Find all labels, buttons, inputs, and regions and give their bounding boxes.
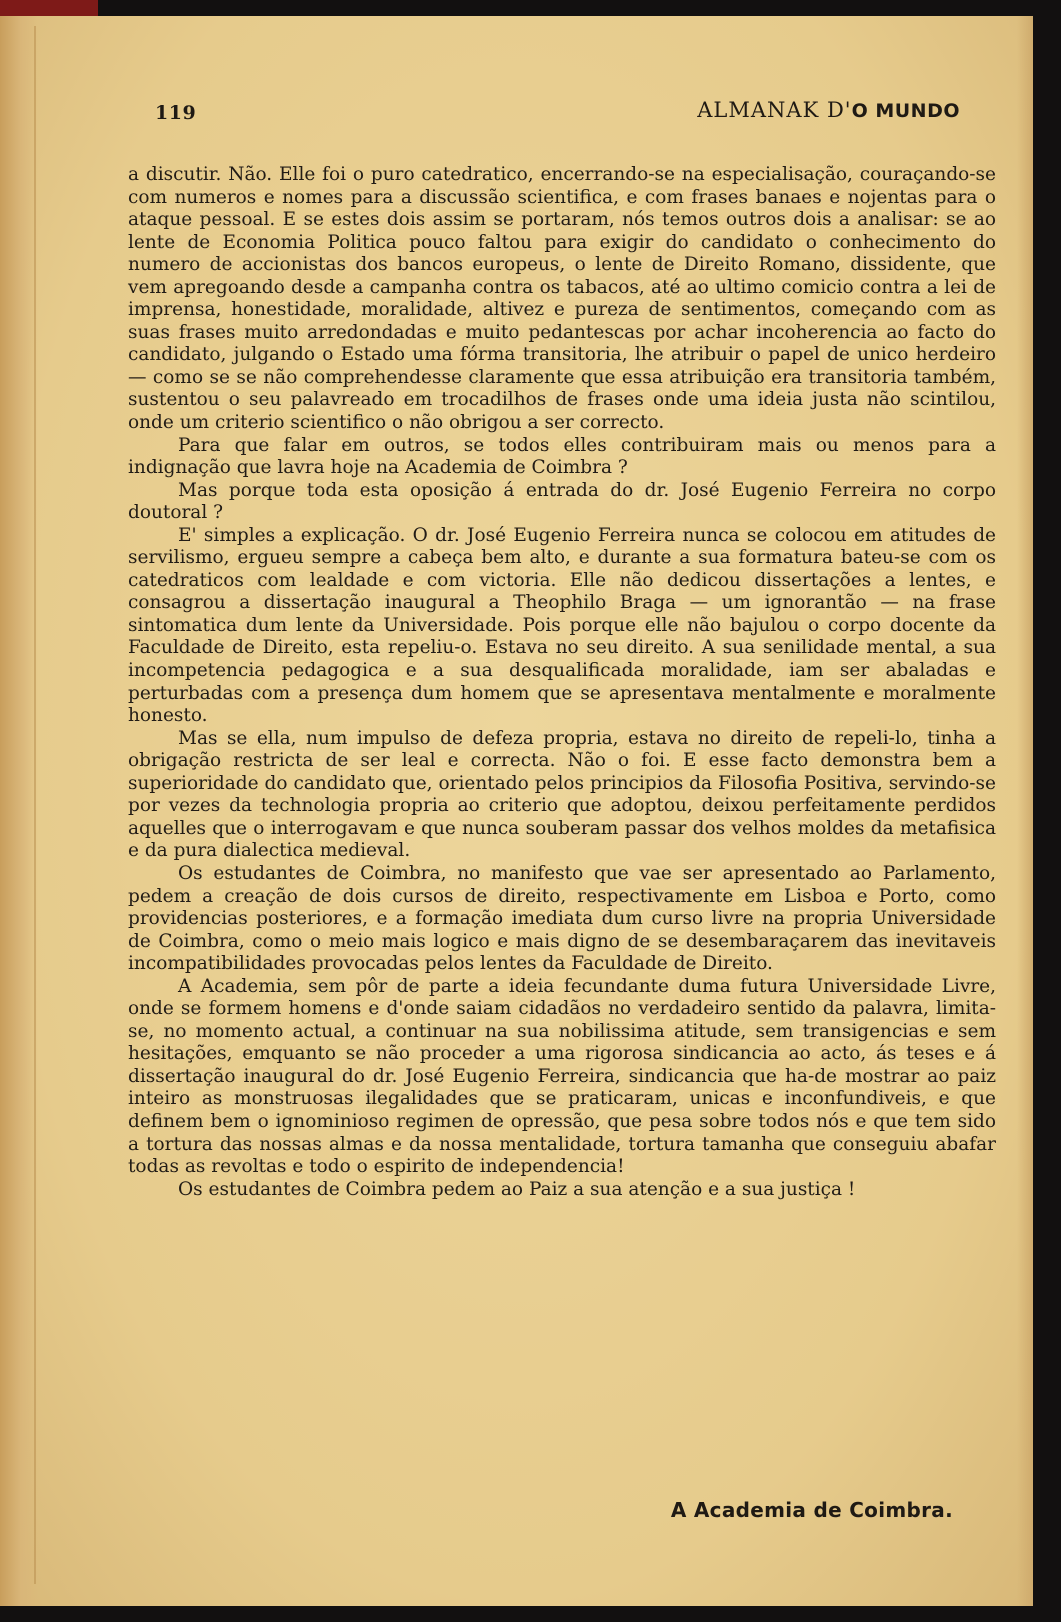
- article-body: [128, 164, 996, 1201]
- page-header: [155, 88, 960, 122]
- signature: A Academia de Coimbra.: [670, 1498, 953, 1522]
- paragraph-5: Mas se ella, num impulso de defeza propria, estava no direito de repeli-lo, tinha a obrigação restricta de ser leal e correcta. Não o foi. E esse facto demonstra bem a superioridade do candidato que, orientado pelos principios da Filosofia Positiva, servindo-se por vezes da technologia propria ao criterio que adoptou, deixou perfeitamente perdidos aquelles que o interrogavam e que nunca souberam passar dos velhos moldes da metafisica e da pura dialectica medieval.: [128, 727, 996, 862]
- paragraph-2: Para que falar em outros, se todos elles contribuiram mais ou menos para a indignação que lavra hoje na Academia de Coimbra ?: [128, 434, 996, 479]
- paragraph-8: Os estudantes de Coimbra pedem ao Paiz a sua atenção e a sua justiça !: [178, 1178, 856, 1200]
- page-fold-line: [34, 26, 36, 1584]
- red-corner-tab: [0, 0, 98, 16]
- book-page: [0, 16, 1033, 1606]
- page-number: 119: [155, 102, 197, 124]
- running-head-masthead: O MUNDO: [851, 100, 960, 122]
- page-edge-shadow: [1017, 16, 1033, 1606]
- paragraph-6: Os estudantes de Coimbra, no manifesto que vae ser apresentado ao Parlamento, pedem a creação de dois cursos de direito, respectivamente em Lisboa e Porto, como providencias posteriores, e a formação imediata dum curso livre na propria Universidade de Coimbra, como o meio mais logico e mais digno de se desembaraçarem das inevitaveis incompatibilidades provocadas pelos lentes da Faculdade de Direito.: [128, 862, 996, 975]
- paragraph-1: a discutir. Não. Elle foi o puro catedratico, encerrando-se na especialisação, couraçando-se com numeros e nomes para a discussão scientifica, e com frases banaes e nojentas para o ataque pessoal. E se estes dois assim se portaram, nós temos outros dois a analisar: se ao lente de Economia Politica pouco faltou para exigir do candidato o conhecimento do numero de accionistas dos bancos europeus, o lente de Direito Romano, dissidente, que vem apregoando desde a campanha contra os tabacos, até ao ultimo comicio contra a lei de imprensa, honestidade, moralidade, altivez e pureza de sentimentos, começando com as suas frases muito arredondadas e muito pedantescas por achar incoherencia ao facto do candidato, julgando o Estado uma fórma transitoria, lhe atribuir o papel de unico herdeiro — como se se não comprehendesse claramente que essa atribuição era transitoria também, sustentou o seu palavreado em trocadilhos de frases onde uma ideia justa não scintilou, onde um criterio scientifico o não obrigou a ser correcto.: [128, 164, 996, 434]
- running-head: [697, 98, 960, 122]
- page-gutter-shadow: [0, 16, 38, 1606]
- paragraph-7: A Academia, sem pôr de parte a ideia fecundante duma futura Universidade Livre, onde se formem homens e d'onde saiam cidadãos no verdadeiro sentido da palavra, limita-se, no momento actual, a continuar na sua nobilissima atitude, sem transigencias e sem hesitações, emquanto se não proceder a uma rigorosa sindicancia ao acto, ás teses e á dissertação inaugural do dr. José Eugenio Ferreira, sindicancia que ha-de mostrar ao paiz inteiro as monstruosas ilegalidades que se praticaram, unicas e inconfundiveis, e que definem bem o ignominioso regimen de opressão, que pesa sobre todos nós e que tem sido a tortura das nossas almas e da nossa mentalidade, tortura tamanha que conseguiu abafar todas as revoltas e todo o espirito de independencia!: [128, 975, 996, 1178]
- paragraph-3: Mas porque toda esta oposição á entrada do dr. José Eugenio Ferreira no corpo doutoral ?: [128, 479, 996, 524]
- running-head-prefix: ALMANAK D': [697, 98, 852, 122]
- paragraph-4: E' simples a explicação. O dr. José Eugenio Ferreira nunca se colocou em atitudes de servilismo, ergueu sempre a cabeça bem alto, e durante a sua formatura bateu-se com os catedraticos com lealdade e com victoria. Elle não dedicou dissertações a lentes, e consagrou a dissertação inaugural a Theophilo Braga — um ignorantão — na frase sintomatica dum lente da Universidade. Pois porque elle não bajulou o corpo docente da Faculdade de Direito, esta repeliu-o. Estava no seu direito. A sua senilidade mental, a sua incompetencia pedagogica e a sua desqualificada moralidade, iam ser abaladas e perturbadas com a presença dum homem que se apresentava mentalmente e moralmente honesto.: [128, 524, 996, 727]
